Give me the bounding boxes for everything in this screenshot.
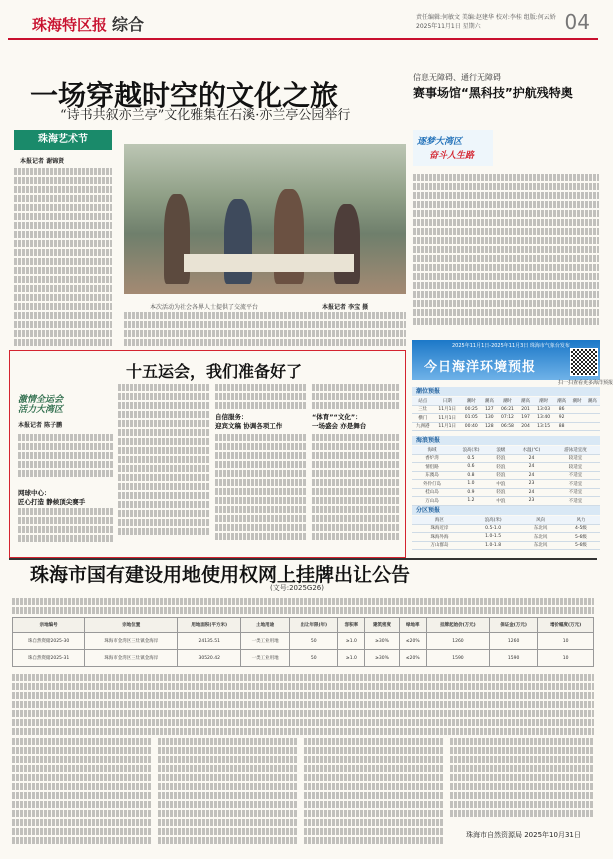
zone-header-cell: 浪高(米) <box>467 516 519 524</box>
art-festival-tag-text: 珠海艺术节 <box>38 134 88 145</box>
wave-cell: 0.6 <box>452 463 490 472</box>
wave-cell: 轻浪 <box>490 488 512 497</box>
notice-land-header-cell: 宗地编号 <box>13 618 85 633</box>
tide-cell: 06:58 <box>497 422 518 431</box>
games-byline: 本报记者 陈子鹏 <box>18 422 63 429</box>
zone-section-header: 分区预报 <box>412 506 600 515</box>
wave-cell: 轻浪 <box>490 454 512 463</box>
zone-cell: 珠海外海 <box>412 533 467 542</box>
notice-land-cell: 1260 <box>489 633 537 650</box>
notice-footer: 珠海市自然资源局 2025年10月31日 <box>466 831 581 839</box>
right-article-headline: 赛事场馆“黑科技”护航残特奥 <box>413 86 573 100</box>
main-article-body-col1 <box>14 166 112 346</box>
tide-cell <box>569 405 584 414</box>
wave-row <box>412 497 600 506</box>
notice-land-header-cell: 土地用途 <box>241 618 290 633</box>
notice-land-cell: 1590 <box>489 650 537 667</box>
main-headline: 一场穿越时空的文化之旅 <box>30 79 339 112</box>
wave-row <box>412 488 600 497</box>
tide-row <box>412 405 600 414</box>
wave-cell: 情侣路 <box>412 463 452 472</box>
wave-cell: 1.0 <box>452 480 490 489</box>
forecast-issuer: 2025年11月1日-2025年11月3日 珠海市气象台发布 <box>452 343 570 349</box>
notice-land-table <box>12 617 594 667</box>
scan-label: 扫一扫查看更多海洋预报 <box>558 380 613 386</box>
notice-land-cell: ≥30% <box>365 633 399 650</box>
notice-land-cell: 1590 <box>426 650 489 667</box>
notice-land-header-cell: 保证金(万元) <box>489 618 537 633</box>
tide-cell: 13:40 <box>533 414 554 423</box>
tide-cell: 07:12 <box>497 414 518 423</box>
games-body-col4a <box>312 382 400 410</box>
photo-credit: 本报记者 李宝 摄 <box>322 304 369 311</box>
wave-cell: 香炉湾 <box>412 454 452 463</box>
wave-cell: 轻浪 <box>490 471 512 480</box>
tide-cell: 三灶 <box>412 405 434 414</box>
bay-area-logo-line2: 奋斗人生路 <box>429 151 475 161</box>
games-subhead-3: 自信服务： <box>215 413 248 421</box>
wave-cell: 23 <box>512 480 551 489</box>
tide-header-cell: 站点 <box>412 397 434 405</box>
zone-cell: 万山群岛 <box>412 541 467 550</box>
notice-land-cell: 珠自然资储2025-30 <box>13 633 85 650</box>
zone-row <box>412 533 600 542</box>
art-festival-tag <box>14 130 112 150</box>
wave-cell: 24 <box>512 463 551 472</box>
tide-cell: 11月1日 <box>434 414 461 423</box>
tide-cell <box>585 414 600 423</box>
games-subhead-6: 一场盛会 亦是舞台 <box>312 422 367 430</box>
tide-cell: 86 <box>554 405 569 414</box>
wave-row <box>412 454 600 463</box>
notice-land-cell: 10 <box>538 650 594 667</box>
tide-section-header: 潮位预报 <box>412 387 600 396</box>
wave-cell: 东澳岛 <box>412 471 452 480</box>
tide-table <box>412 397 600 431</box>
tide-cell: 13:15 <box>533 422 554 431</box>
tide-header-cell: 潮时 <box>533 397 554 405</box>
right-article-body <box>413 172 599 332</box>
main-article-body-col2 <box>124 310 406 346</box>
tide-cell: 92 <box>554 414 569 423</box>
tide-header-cell: 潮高 <box>585 397 600 405</box>
games-body-col4b <box>312 432 400 552</box>
zone-table <box>412 516 600 550</box>
notice-body-col2 <box>158 736 298 856</box>
notice-land-cell: ≥30% <box>365 650 399 667</box>
zone-cell: 5-6级 <box>562 533 600 542</box>
games-logo-line1: 激情全运会 <box>18 395 64 405</box>
tide-cell <box>569 422 584 431</box>
tide-cell: 06:21 <box>497 405 518 414</box>
wave-header-cell: 水温(℃) <box>512 446 551 454</box>
notice-land-cell: 50 <box>290 650 338 667</box>
wave-header-cell: 浪高(米) <box>452 446 490 454</box>
wave-cell: 24 <box>512 488 551 497</box>
wave-cell: 不适宜 <box>551 497 600 506</box>
tide-cell: 00:25 <box>461 405 482 414</box>
notice-land-header-cell: 用地面积(平方米) <box>178 618 241 633</box>
notice-land-header-cell: 出让年限(年) <box>290 618 338 633</box>
games-body-col3b <box>215 432 307 552</box>
notice-title: 珠海市国有建设用地使用权网上挂牌出让公告 <box>30 564 411 586</box>
main-subhead: “诗书共叙亦兰亭”文化雅集在石溪·亦兰亭公园举行 <box>60 108 351 123</box>
notice-land-header-cell: 挂牌起始价(万元) <box>426 618 489 633</box>
notice-land-cell: 30520.42 <box>178 650 241 667</box>
wave-cell: 不适宜 <box>551 480 600 489</box>
tide-cell: 01:05 <box>461 414 482 423</box>
tide-header-cell: 潮时 <box>569 397 584 405</box>
masthead <box>8 8 598 40</box>
wave-cell: 中浪 <box>490 480 512 489</box>
games-subhead-4: 迎宾文稿 协调各项工作 <box>215 422 283 430</box>
notice-land-cell: 24135.51 <box>178 633 241 650</box>
paper-logo: 珠海特区报 <box>32 16 108 34</box>
notice-land-cell: 一类工业用地 <box>241 633 290 650</box>
wave-header-cell: 海域 <box>412 446 452 454</box>
tide-header-cell: 潮高 <box>482 397 497 405</box>
right-article-kicker: 信息无障碍、通行无障碍 <box>413 73 501 82</box>
notice-land-cell: 珠海市金湾区三灶镇金海岸 <box>85 633 178 650</box>
tide-cell: 13:03 <box>533 405 554 414</box>
games-body-col1b <box>18 506 113 552</box>
notice-land-cell: 1260 <box>426 633 489 650</box>
wave-row <box>412 463 600 472</box>
notice-subtitle: (文号:2025G26) <box>270 584 324 592</box>
games-logo <box>18 395 63 415</box>
forecast-title: 今日海洋环境预报 <box>424 360 537 375</box>
zone-cell: 1.0-1.5 <box>467 533 519 542</box>
wave-cell: 外伶仃岛 <box>412 480 452 489</box>
wave-cell: 桂山岛 <box>412 488 452 497</box>
wave-cell: 24 <box>512 454 551 463</box>
issue-date: 2025年11月1日 星期六 <box>416 23 481 30</box>
qr-code-icon <box>570 348 598 376</box>
wave-table <box>412 446 600 506</box>
main-byline: 本报记者 谢锦贤 <box>20 158 65 165</box>
notice-land-cell: 一类工业用地 <box>241 650 290 667</box>
bay-area-logo <box>413 130 493 166</box>
wave-cell: 不适宜 <box>551 488 600 497</box>
notice-land-header-cell: 容积率 <box>338 618 365 633</box>
notice-land-cell: 珠海市金湾区三灶镇金海岸 <box>85 650 178 667</box>
tide-cell: 11月1日 <box>434 422 461 431</box>
zone-header-cell: 风力 <box>562 516 600 524</box>
wave-cell: 0.5 <box>452 454 490 463</box>
tide-cell: 00:40 <box>461 422 482 431</box>
wave-row <box>412 480 600 489</box>
zone-cell: 东北风 <box>519 533 562 542</box>
tide-cell: 201 <box>518 405 533 414</box>
forecast-banner <box>412 340 600 380</box>
tide-cell: 11月1日 <box>434 405 461 414</box>
tide-header-cell: 潮时 <box>461 397 482 405</box>
zone-row <box>412 541 600 550</box>
zone-header-cell: 海区 <box>412 516 467 524</box>
notice-land-row <box>13 633 594 650</box>
photo-caption: 本次活动为社会各界人士提供了交流平台 <box>150 304 259 311</box>
notice-land-cell: ≤20% <box>399 650 426 667</box>
tide-header-cell: 日期 <box>434 397 461 405</box>
wave-cell: 万山岛 <box>412 497 452 506</box>
notice-terms <box>12 672 594 732</box>
tide-row <box>412 422 600 431</box>
tide-cell <box>585 405 600 414</box>
tide-cell: 130 <box>482 414 497 423</box>
wave-cell: 轻浪 <box>490 463 512 472</box>
notice-body-col1 <box>12 736 152 856</box>
notice-land-header-cell: 宗地位置 <box>85 618 178 633</box>
notice-land-cell: 50 <box>290 633 338 650</box>
zone-row <box>412 524 600 533</box>
notice-land-row <box>13 650 594 667</box>
masthead-info <box>416 13 556 31</box>
wave-cell: 24 <box>512 471 551 480</box>
wave-cell: 较适宜 <box>551 463 600 472</box>
games-subhead-1: 网球中心： <box>18 489 51 497</box>
wave-header-cell: 浪级 <box>490 446 512 454</box>
editor-line: 责任编辑:何敏文 美编:赵建华 校对:李桂 组版:何云娇 <box>416 14 556 21</box>
zone-cell: 5-6级 <box>562 541 600 550</box>
section-name: 综合 <box>112 15 145 34</box>
zone-cell: 4-5级 <box>562 524 600 533</box>
wave-cell: 中浪 <box>490 497 512 506</box>
tide-header-cell: 潮高 <box>518 397 533 405</box>
event-photo <box>124 144 406 294</box>
notice-land-header-cell: 建筑密度 <box>365 618 399 633</box>
tide-cell: 204 <box>518 422 533 431</box>
page-number: 04 <box>564 10 590 34</box>
notice-land-header-cell: 绿地率 <box>399 618 426 633</box>
wave-cell: 0.8 <box>452 471 490 480</box>
notice-land-cell: 珠自然资储2025-31 <box>13 650 85 667</box>
games-article-title: 十五运会，我们准备好了 <box>126 362 303 381</box>
notice-land-cell: ≥1.0 <box>338 633 365 650</box>
zone-cell: 0.5-1.0 <box>467 524 519 533</box>
notice-body-col4 <box>450 736 594 826</box>
tide-cell: 197 <box>518 414 533 423</box>
notice-land-header-cell: 增价幅度(万元) <box>538 618 594 633</box>
zone-cell: 东北风 <box>519 541 562 550</box>
zone-header-cell: 风向 <box>519 516 562 524</box>
tide-cell: 88 <box>554 422 569 431</box>
games-body-col1a <box>18 432 113 484</box>
zone-cell: 珠海近岸 <box>412 524 467 533</box>
wave-cell: 1.2 <box>452 497 490 506</box>
tide-header-cell: 潮时 <box>497 397 518 405</box>
tide-cell <box>569 414 584 423</box>
wave-cell: 较适宜 <box>551 454 600 463</box>
wave-header-cell: 游泳适宜度 <box>551 446 600 454</box>
tide-cell: 128 <box>482 422 497 431</box>
tide-cell <box>585 422 600 431</box>
tide-cell: 横门 <box>412 414 434 423</box>
games-subhead-2: 匠心打造 静候顶尖赛手 <box>18 498 86 506</box>
wave-section-header: 海浪预报 <box>412 436 600 445</box>
notice-body-col3 <box>304 736 444 856</box>
wave-cell: 0.9 <box>452 488 490 497</box>
notice-land-cell: 10 <box>538 633 594 650</box>
wave-row <box>412 471 600 480</box>
notice-land-cell: ≤20% <box>399 633 426 650</box>
tide-row <box>412 414 600 423</box>
bay-area-logo-line1: 逐梦大湾区 <box>417 137 463 147</box>
tide-cell: 九洲港 <box>412 422 434 431</box>
games-body-col3a <box>215 382 307 410</box>
tide-header-cell: 潮高 <box>554 397 569 405</box>
notice-intro <box>12 596 594 616</box>
tide-cell: 127 <box>482 405 497 414</box>
notice-land-cell: ≥1.0 <box>338 650 365 667</box>
games-body-col2 <box>118 382 210 552</box>
wave-cell: 23 <box>512 497 551 506</box>
games-logo-line2: 活力大湾区 <box>18 405 64 415</box>
zone-cell: 1.0-1.8 <box>467 541 519 550</box>
games-subhead-5: “体育”“文化”： <box>312 413 362 421</box>
zone-cell: 东北风 <box>519 524 562 533</box>
marine-forecast-panel <box>412 340 613 555</box>
wave-cell: 不适宜 <box>551 471 600 480</box>
